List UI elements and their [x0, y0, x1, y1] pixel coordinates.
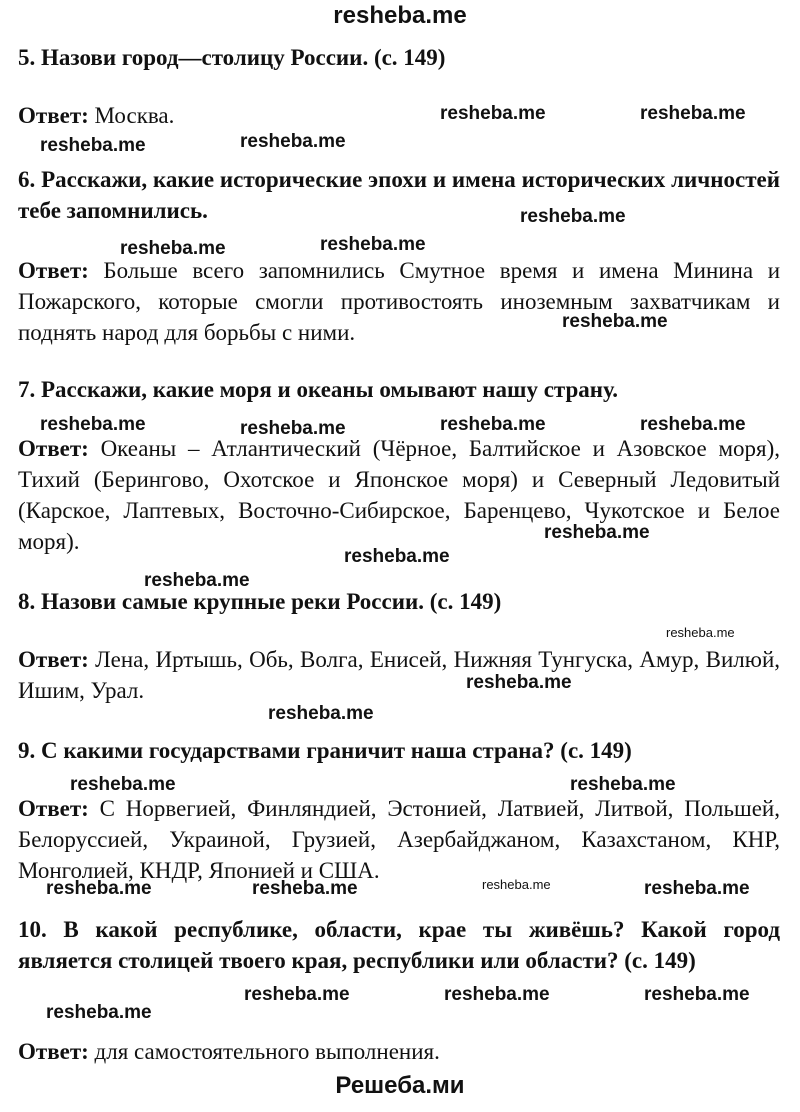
watermark: resheba.me — [40, 414, 146, 435]
watermark: resheba.me — [570, 774, 676, 795]
site-header: resheba.me — [333, 2, 467, 29]
answer-label: Ответ: — [18, 647, 89, 672]
watermark: resheba.me — [70, 774, 176, 795]
watermark: resheba.me — [244, 984, 350, 1005]
watermark: resheba.me — [640, 103, 746, 124]
watermark: resheba.me — [40, 135, 146, 156]
watermark: resheba.me — [46, 878, 152, 899]
answer-label: Ответ: — [18, 103, 89, 128]
answer-text: Больше всего запомнились Смутное время и имена Минина и Пожарского, которые смогли противостоять иноземным захватчикам и поднять народ для борьбы с ними. — [18, 258, 781, 345]
answer-8 — [18, 644, 780, 706]
answer-7 — [18, 433, 780, 557]
answer-text: Лена, Иртышь, Обь, Волга, Енисей, Нижняя Тунгуска, Амур, Вилюй, Ишим, Урал. — [18, 647, 780, 703]
question-6: 6. Расскажи, какие исторические эпохи и имена исторических личностей тебе запомнились. — [18, 167, 780, 223]
watermark: resheba.me — [144, 570, 250, 591]
watermark: resheba.me — [440, 103, 546, 124]
question-10: 10. В какой республике, области, крае ты живёшь? Какой город является столицей твоего края, республики или области? (с. 149) — [18, 917, 780, 973]
watermark: resheba.me — [46, 1002, 152, 1023]
answer-label: Ответ: — [18, 1039, 89, 1064]
answer-label: Ответ: — [18, 796, 89, 821]
answer-9 — [18, 793, 780, 886]
watermark: resheba.me — [120, 238, 226, 259]
watermark: resheba.me — [466, 672, 572, 693]
watermark: resheba.me — [562, 311, 668, 332]
watermark: resheba.me — [520, 206, 626, 227]
watermark: resheba.me — [644, 878, 750, 899]
watermark: resheba.me — [268, 703, 374, 724]
watermark: resheba.me — [320, 234, 426, 255]
watermark: resheba.me — [666, 625, 735, 640]
answer-text: С Норвегией, Финляндией, Эстонией, Латвией, Литвой, Польшей, Белоруссией, Украиной, Грузией, Азербайджаном, Казахстаном, КНР, Монголией, КНДР, Японией и США. — [18, 796, 780, 883]
question-8: 8. Назови самые крупные реки России. (с. 149) — [18, 589, 502, 614]
answer-text: Москва. — [94, 103, 175, 128]
watermark: resheba.me — [644, 984, 750, 1005]
watermark: resheba.me — [240, 131, 346, 152]
answer-10 — [18, 1036, 780, 1067]
answer-label: Ответ: — [18, 258, 89, 283]
watermark: resheba.me — [482, 877, 551, 892]
watermark: resheba.me — [544, 522, 650, 543]
watermark: resheba.me — [444, 984, 550, 1005]
question-5: 5. Назови город—столицу России. (с. 149) — [18, 45, 446, 70]
answer-6 — [18, 255, 780, 348]
watermark: resheba.me — [640, 414, 746, 435]
watermark: resheba.me — [240, 418, 346, 439]
answer-text: для самостоятельного выполнения. — [94, 1039, 440, 1064]
watermark: resheba.me — [344, 546, 450, 567]
site-footer: Решеба.ми — [335, 1072, 465, 1099]
watermark: resheba.me — [440, 414, 546, 435]
answer-text: Океаны – Атлантический (Чёрное, Балтийское и Азовское моря), Тихий (Берингово, Охотское и Японское моря) и Северный Ледовитый (Карское, Лаптевых, Восточно-Сибирское, Баренцево, Чукотское и Белое моря). — [18, 436, 780, 554]
question-9: 9. С какими государствами граничит наша страна? (с. 149) — [18, 738, 632, 763]
question-7: 7. Расскажи, какие моря и океаны омывают нашу страну. — [18, 377, 618, 402]
watermark: resheba.me — [252, 878, 358, 899]
answer-label: Ответ: — [18, 436, 89, 461]
